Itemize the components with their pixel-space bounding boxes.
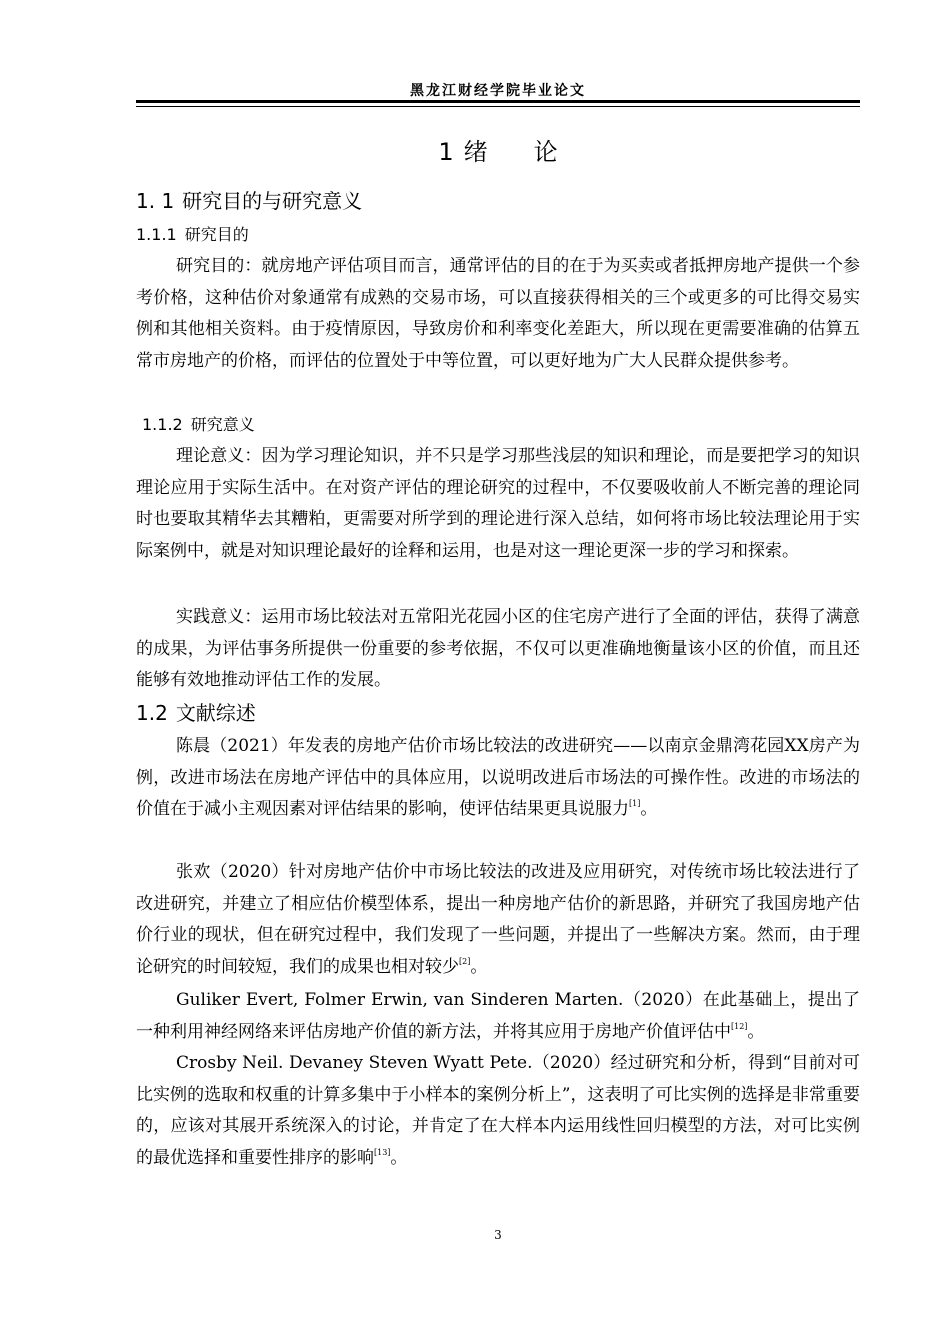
citation-marker: [2] xyxy=(459,956,471,966)
paragraph-literature-zhang xyxy=(136,857,860,983)
subsection-title: 研究意义 xyxy=(190,415,255,434)
citation-marker: [12] xyxy=(731,1021,748,1031)
header-rule-thick xyxy=(136,100,860,103)
section-heading-1-1 xyxy=(136,187,860,215)
section-number: 1. 1 xyxy=(136,189,175,213)
section-title: 研究目的与研究意义 xyxy=(182,189,363,213)
paragraph-research-purpose: 研究目的：就房地产评估项目而言，通常评估的目的在于为买卖或者抵押房地产提供一个参考价格，这种估价对象通常有成熟的交易市场，可以直接获得相关的三个或更多的可比得交易实例和其他相关资料。由于疫情原因，导致房价和利率变化差距大，所以现在更需要准确的估算五常市房地产的价格，而评估的位置处于中等位置，可以更好地为广大人民群众提供参考。 xyxy=(136,256,860,371)
paragraph-text: Crosby Neil. Devaney Steven Wyatt Pete.（2020）经过研究和分析，得到“目前对可比实例的选取和权重的计算多集中于小样本的案例分析上”，这表明了可比实例的选择是非常重要的，应该对其展开系统深入的讨论，并肯定了在大样本内运用线性回归模型的方法，对可比实例的最优选择和重要性排序的影响 xyxy=(136,1053,860,1168)
running-header: 黑龙江财经学院毕业论文 xyxy=(410,83,586,99)
sentence-end: 。 xyxy=(640,799,658,819)
subsection-number: 1.1.1 xyxy=(136,225,177,244)
paragraph-literature-chen xyxy=(136,731,860,826)
sentence-end: 。 xyxy=(747,1021,765,1042)
chapter-title-char-2: 论 xyxy=(533,138,558,166)
subsection-number: 1.1.2 xyxy=(142,415,183,434)
citation-marker: [13] xyxy=(374,1147,391,1157)
citation-marker: [1] xyxy=(629,799,641,808)
paragraph-text: Guliker Evert, Folmer Erwin, van Sinderen Marten.（2020）在此基础上，提出了一种利用神经网络来评估房地产价值的新方法，并将其应用于房地产价值评估中 xyxy=(136,990,860,1042)
subsection-heading-1-1-1 xyxy=(136,223,860,247)
section-number: 1.2 xyxy=(136,701,168,725)
subsection-heading-1-1-2 xyxy=(142,413,866,437)
paragraph-text: 张欢（2020）针对房地产估价中市场比较法的改进及应用研究，对传统市场比较法进行了改进研究，并建立了相应估价模型体系，提出一种房地产估价的新思路，并研究了我国房地产估价行业的现状，但在研究过程中，我们发现了一些问题，并提出了一些解决方案。然而，由于理论研究的时间较短，我们的成果也相对较少 xyxy=(136,862,860,977)
chapter-number: 1 xyxy=(438,138,454,166)
sentence-end: 。 xyxy=(390,1147,408,1168)
header-rule-thin xyxy=(136,106,860,107)
paragraph-literature-guliker xyxy=(136,985,860,1048)
chapter-title xyxy=(136,132,860,167)
paragraph-practical-significance: 实践意义：运用市场比较法对五常阳光花园小区的住宅房产进行了全面的评估，获得了满意的成果，为评估事务所提供一份重要的参考依据，不仅可以更准确地衡量该小区的价值，而且还能够有效地推动评估工作的发展。 xyxy=(136,607,860,690)
section-title: 文献综述 xyxy=(175,701,256,725)
subsection-title: 研究目的 xyxy=(184,225,249,244)
chapter-title-char-1: 绪 xyxy=(463,138,488,166)
paragraph-theoretical-significance: 理论意义：因为学习理论知识，并不只是学习那些浅层的知识和理论，而是要把学习的知识理论应用于实际生活中。在对资产评估的理论研究的过程中，不仅要吸收前人不断完善的理论同时也要取其精华去其糟粕，更需要对所学到的理论进行深入总结，如何将市场比较法理论用于实际案例中，就是对知识理论最好的诠释和运用，也是对这一理论更深一步的学习和探索。 xyxy=(136,446,860,561)
paragraph-literature-crosby xyxy=(136,1048,860,1174)
section-heading-1-2 xyxy=(136,699,860,727)
sentence-end: 。 xyxy=(470,956,488,977)
page-number: 3 xyxy=(494,1228,502,1242)
paragraph-text: 陈晨（2021）年发表的房地产估价市场比较法的改进研究——以南京金鼎湾花园XX房产为例，改进市场法在房地产评估中的具体应用，以说明改进后市场法的可操作性。改进的市场法的价值在于减小主观因素对评估结果的影响，使评估结果更具说服力 xyxy=(136,736,860,819)
